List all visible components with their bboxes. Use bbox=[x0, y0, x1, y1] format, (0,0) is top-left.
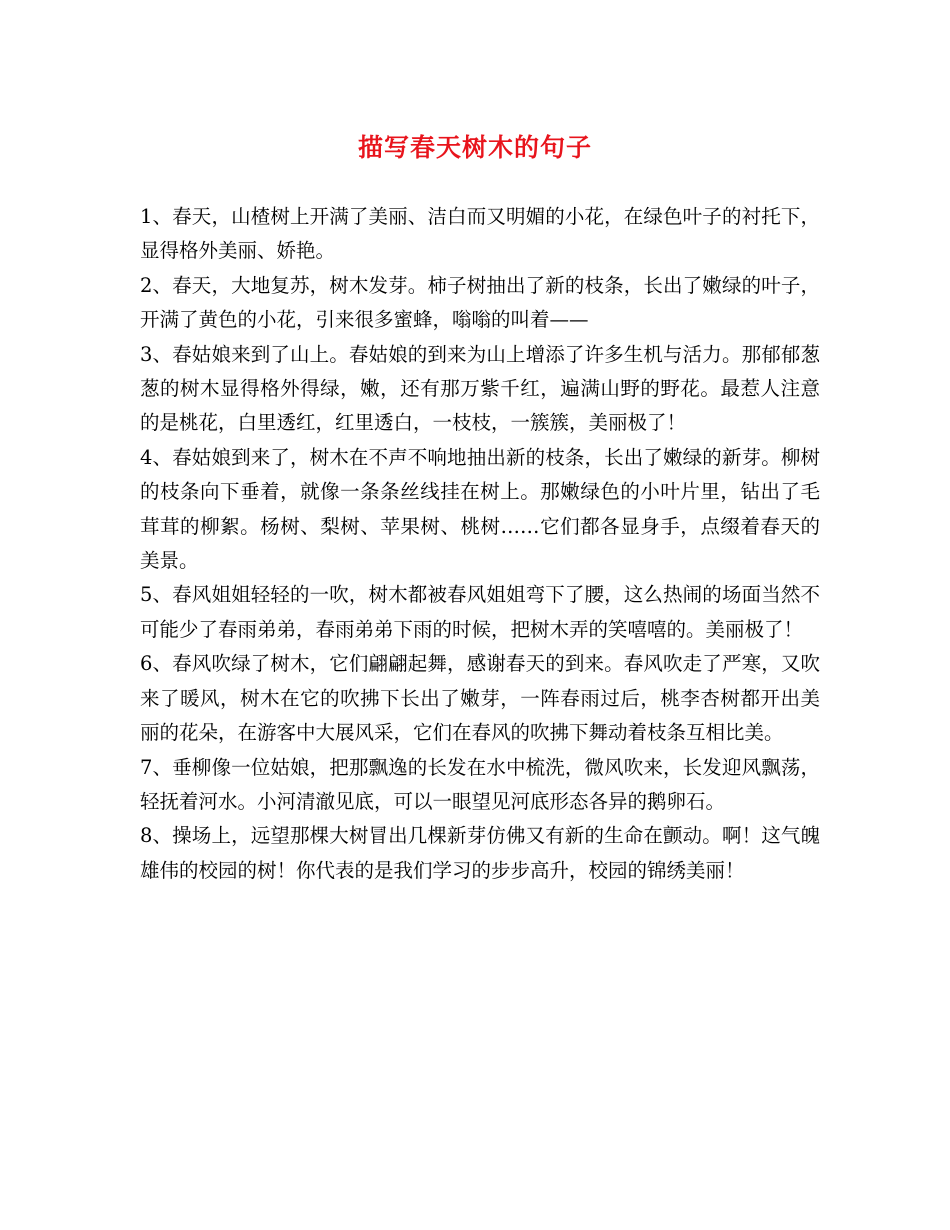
paragraph-2: 2、春天，大地复苏，树木发芽。柿子树抽出了新的枝条，长出了嫩绿的叶子，开满了黄色的小花，引来很多蜜蜂，嗡嗡的叫着—— bbox=[140, 273, 820, 332]
paragraph-4: 4、春姑娘到来了，树木在不声不响地抽出新的枝条，长出了嫩绿的新芽。柳树的枝条向下垂着，就像一条条丝线挂在树上。那嫩绿色的小叶片里，钻出了毛茸茸的柳絮。杨树、梨树、苹果树、桃树……它们都各显身手，点缀着春天的美景。 bbox=[140, 445, 820, 573]
paragraph-1: 1、春天，山楂树上开满了美丽、洁白而又明媚的小花，在绿色叶子的衬托下，显得格外美丽、娇艳。 bbox=[140, 205, 820, 263]
paragraph-5: 5、春风姐姐轻轻的一吹，树木都被春风姐姐弯下了腰，这么热闹的场面当然不可能少了春雨弟弟，春雨弟弟下雨的时候，把树木弄的笑嘻嘻的。美丽极了！ bbox=[140, 583, 820, 641]
paragraph-8: 8、操场上，远望那棵大树冒出几棵新芽仿佛又有新的生命在颤动。啊！这气魄雄伟的校园的树！你代表的是我们学习的步步高升，校园的锦绣美丽！ bbox=[140, 824, 820, 882]
paragraph-7: 7、垂柳像一位姑娘，把那飘逸的长发在水中梳洗，微风吹来，长发迎风飘荡，轻抚着河水。小河清澈见底，可以一眼望见河底形态各异的鹅卵石。 bbox=[140, 755, 820, 813]
paragraph-3: 3、春姑娘来到了山上。春姑娘的到来为山上增添了许多生机与活力。那郁郁葱葱的树木显得格外得绿，嫩，还有那万紫千红，遍满山野的野花。最惹人注意的是桃花，白里透红，红里透白，一枝枝，一簇簇，美丽极了！ bbox=[140, 342, 820, 435]
paragraph-6: 6、春风吹绿了树木，它们翩翩起舞，感谢春天的到来。春风吹走了严寒，又吹来了暖风，树木在它的吹拂下长出了嫩芽，一阵春雨过后，桃李杏树都开出美丽的花朵，在游客中大展风采，它们在春风的吹拂下舞动着枝条互相比美。 bbox=[140, 652, 820, 745]
document-body bbox=[140, 200, 820, 888]
document-title: 描写春天树木的句子 bbox=[357, 133, 592, 162]
